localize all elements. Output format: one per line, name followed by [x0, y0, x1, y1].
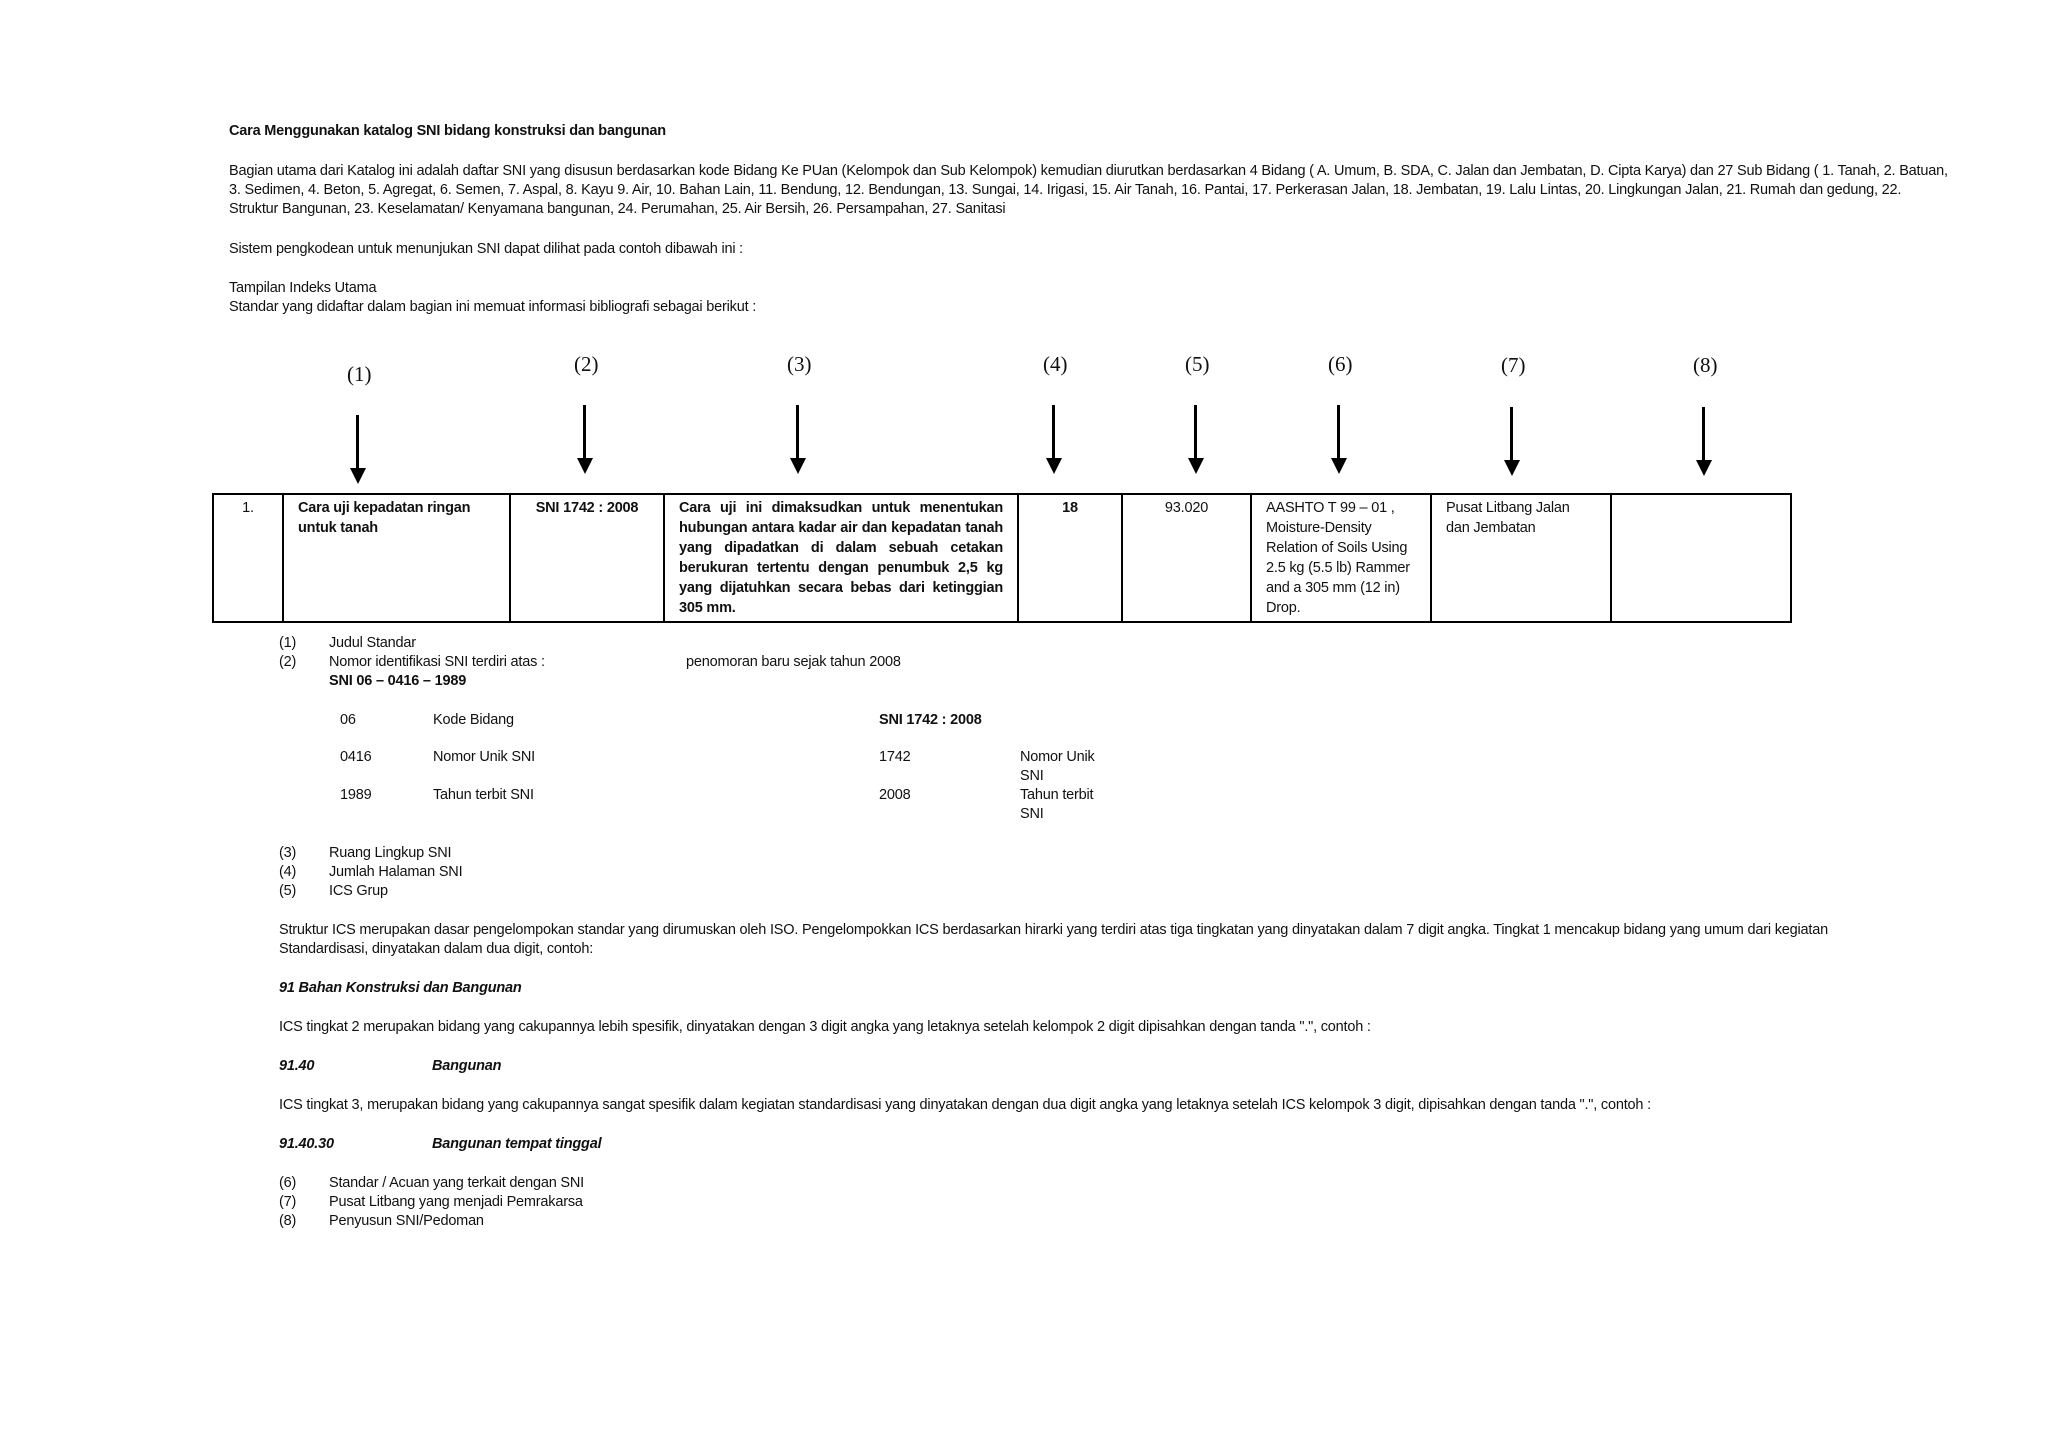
- new-code-0: 1742: [879, 749, 911, 765]
- ics-example-2-code: 91.40: [279, 1058, 315, 1074]
- main-index-title: Tampilan Indeks Utama: [229, 280, 377, 296]
- arrowhead-5: [1188, 458, 1204, 474]
- page-title: Cara Menggunakan katalog SNI bidang konstruksi dan bangunan: [229, 123, 666, 139]
- legend-num-7: (7): [279, 1194, 297, 1210]
- cell-penyusun: [1611, 494, 1791, 622]
- arrow-8: [1702, 407, 1705, 461]
- new-sni-example: SNI 1742 : 2008: [879, 712, 982, 728]
- arrowhead-3: [790, 458, 806, 474]
- ics-structure-paragraph: Struktur ICS merupakan dasar pengelompokan standar yang dirumuskan oleh ISO. Pengelompokkan ICS berdasarkan hirarki yang terdiri atas tiga tingkatan yang dinyatakan dalam 7 digit angka. Tingkat 1 mencakup bidang yang umum dari kegiatan Standardisasi, dinyatakan dalam dua digit, contoh:: [279, 922, 1828, 957]
- arrow-7: [1510, 407, 1513, 461]
- old-code-2: 1989: [340, 787, 372, 803]
- cell-judul: Cara uji kepadatan ringan untuk tanah: [283, 494, 510, 622]
- new-desc-0-line1: Nomor Unik: [1020, 749, 1095, 765]
- marker-5: (5): [1185, 352, 1210, 376]
- arrow-2: [583, 405, 586, 459]
- new-desc-0-line2: SNI: [1020, 768, 1044, 784]
- arrowhead-4: [1046, 458, 1062, 474]
- legend-text-1: Judul Standar: [329, 635, 416, 651]
- cell-ruang-lingkup: Cara uji ini dimaksudkan untuk menentukan hubungan antara kadar air dan kepadatan tanah yang dipadatkan di dalam sebuah cetakan berukuran tertentu dengan penumbuk 2,5 kg yang dijatuhkan secara bebas dari ketinggian 305 mm.: [664, 494, 1018, 622]
- ics-level3-text: ICS tingkat 3, merupakan bidang yang cakupannya sangat spesifik dalam kegiatan standardisasi yang dinyatakan dengan dua digit angka yang letaknya setelah ICS kelompok 3 digit, dipisahkan dengan tanda ".", contoh :: [279, 1097, 1651, 1113]
- cell-acuan: AASHTO T 99 – 01 , Moisture-Density Relation of Soils Using 2.5 kg (5.5 lb) Rammer and a 305 mm (12 in) Drop.: [1251, 494, 1431, 622]
- coding-system-text: Sistem pengkodean untuk menunjukan SNI dapat dilihat pada contoh dibawah ini :: [229, 241, 744, 257]
- legend-text-5: ICS Grup: [329, 883, 388, 899]
- marker-3: (3): [787, 352, 812, 376]
- legend-num-1: (1): [279, 635, 297, 651]
- marker-6: (6): [1328, 352, 1353, 376]
- new-code-1: 2008: [879, 787, 911, 803]
- ics-example-2-name: Bangunan: [432, 1058, 502, 1074]
- ics-example-3-code: 91.40.30: [279, 1136, 334, 1152]
- legend-num-6: (6): [279, 1175, 297, 1191]
- marker-1: (1): [347, 362, 372, 386]
- marker-4: (4): [1043, 352, 1068, 376]
- arrow-6: [1337, 405, 1340, 459]
- legend-num-4: (4): [279, 864, 297, 880]
- arrow-1: [356, 415, 359, 469]
- marker-8: (8): [1693, 353, 1718, 377]
- old-desc-0: Kode Bidang: [433, 712, 514, 728]
- old-code-0: 06: [340, 712, 356, 728]
- arrow-5: [1194, 405, 1197, 459]
- intro-paragraph: Bagian utama dari Katalog ini adalah daftar SNI yang disusun berdasarkan kode Bidang Ke PUan (Kelompok dan Sub Kelompok) kemudian diurutkan berdasarkan 4 Bidang ( A. Umum, B. SDA, C. Jalan dan Jembatan, D. Cipta Karya) dan 27 Sub Bidang ( 1. Tanah, 2. Batuan, 3. Sedimen, 4. Beton, 5. Agregat, 6. Semen, 7. Aspal, 8. Kayu 9. Air, 10. Bahan Lain, 11. Bendung, 12. Bendungan, 13. Sungai, 14. Irigasi, 15. Air Tanah, 16. Pantai, 17. Perkerasan Jalan, 18. Jembatan, 19. Lalu Lintas, 20. Lingkungan Jalan, 21. Rumah dan gedung, 22. Struktur Bangunan, 23. Keselamatan/ Kenyamana bangunan, 24. Perumahan, 25. Air Bersih, 26. Persampahan, 27. Sanitasi: [229, 163, 1948, 217]
- old-desc-2: Tahun terbit SNI: [433, 787, 534, 803]
- ics-example-3-name: Bangunan tempat tinggal: [432, 1136, 602, 1152]
- legend-num-8: (8): [279, 1213, 297, 1229]
- new-numbering-note: penomoran baru sejak tahun 2008: [686, 654, 901, 670]
- new-desc-1-line2: SNI: [1020, 806, 1044, 822]
- arrowhead-8: [1696, 460, 1712, 476]
- new-desc-1-line1: Tahun terbit: [1020, 787, 1094, 803]
- marker-7: (7): [1501, 353, 1526, 377]
- old-sni-example: SNI 06 – 0416 – 1989: [329, 673, 467, 689]
- cell-no: 1.: [213, 494, 283, 622]
- legend-text-7: Pusat Litbang yang menjadi Pemrakarsa: [329, 1194, 583, 1210]
- arrow-4: [1052, 405, 1055, 459]
- legend-text-4: Jumlah Halaman SNI: [329, 864, 463, 880]
- legend-num-2: (2): [279, 654, 297, 670]
- arrowhead-6: [1331, 458, 1347, 474]
- sni-sample-table: [212, 493, 1792, 623]
- legend-text-8: Penyusun SNI/Pedoman: [329, 1213, 484, 1229]
- table-row: [213, 494, 1791, 622]
- marker-2: (2): [574, 352, 599, 376]
- legend-num-5: (5): [279, 883, 297, 899]
- legend-text-6: Standar / Acuan yang terkait dengan SNI: [329, 1175, 584, 1191]
- main-index-desc: Standar yang didaftar dalam bagian ini memuat informasi bibliografi sebagai berikut :: [229, 299, 757, 315]
- cell-nomor: SNI 1742 : 2008: [510, 494, 664, 622]
- legend-text-3: Ruang Lingkup SNI: [329, 845, 452, 861]
- arrowhead-1: [350, 468, 366, 484]
- cell-ics: 93.020: [1122, 494, 1251, 622]
- cell-halaman: 18: [1018, 494, 1122, 622]
- cell-pemrakarsa: Pusat Litbang Jalan dan Jembatan: [1431, 494, 1611, 622]
- ics-level2-text: ICS tingkat 2 merupakan bidang yang cakupannya lebih spesifik, dinyatakan dengan 3 digit angka yang letaknya setelah kelompok 2 digit dipisahkan dengan tanda ".", contoh :: [279, 1019, 1371, 1035]
- arrowhead-2: [577, 458, 593, 474]
- old-desc-1: Nomor Unik SNI: [433, 749, 535, 765]
- legend-num-3: (3): [279, 845, 297, 861]
- arrowhead-7: [1504, 460, 1520, 476]
- ics-example-1: 91 Bahan Konstruksi dan Bangunan: [279, 980, 522, 996]
- old-code-1: 0416: [340, 749, 372, 765]
- arrow-3: [796, 405, 799, 459]
- legend-text-2: Nomor identifikasi SNI terdiri atas :: [329, 654, 545, 670]
